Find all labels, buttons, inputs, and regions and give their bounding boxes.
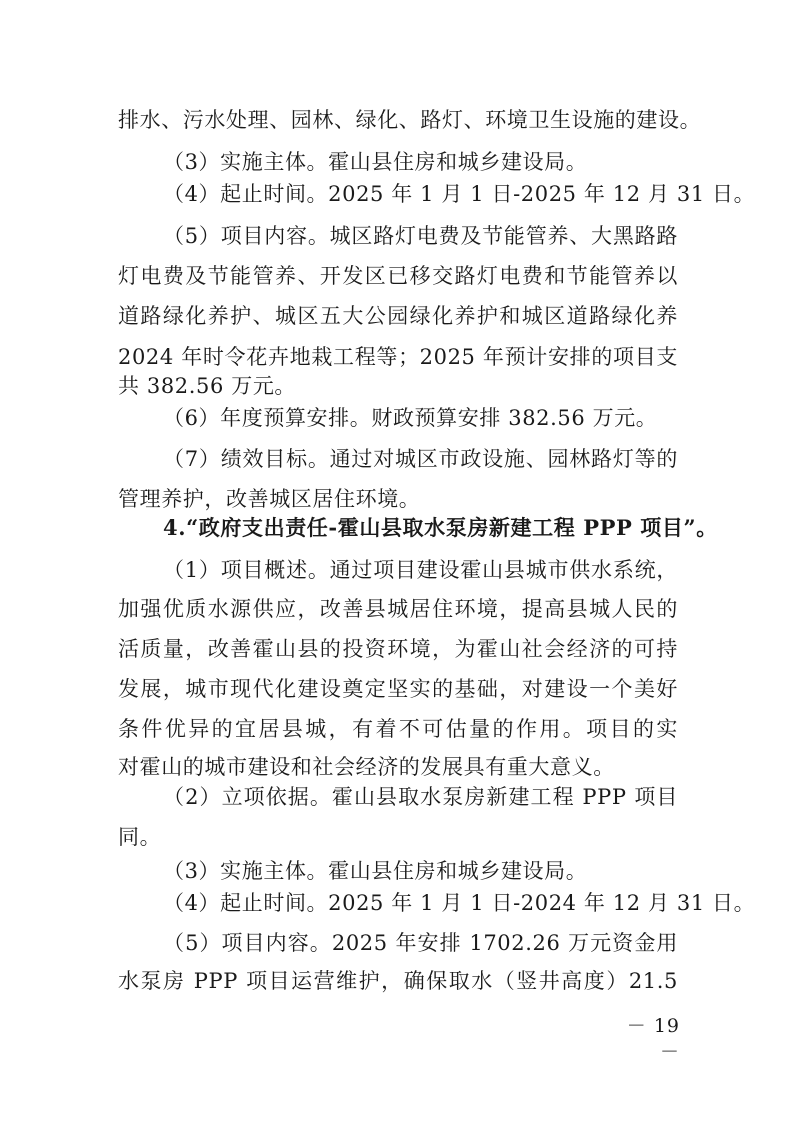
text-line-15: 活质量，改善霍山县的投资环境，为霍山社会经济的可持 <box>118 637 678 661</box>
text-line-21: （3）实施主体。霍山县住房和城乡建设局。 <box>163 859 588 883</box>
text-line-8: 共 382.56 万元。 <box>118 374 297 398</box>
text-line-9: （6）年度预算安排。财政预算安排 382.56 万元。 <box>163 406 658 430</box>
text-line-6: 道路绿化养护、城区五大公园绿化养护和城区道路绿化养 <box>118 304 678 328</box>
text-line-16: 发展，城市现代化建设奠定坚实的基础，对建设一个美好 <box>118 677 678 701</box>
text-line-11: 管理养护，改善城区居住环境。 <box>118 487 421 511</box>
text-line-2: （3）实施主体。霍山县住房和城乡建设局。 <box>163 150 588 174</box>
text-line-7: 2024 年时令花卉地栽工程等；2025 年预计安排的项目支 <box>118 345 678 369</box>
text-line-18: 对霍山的城市建设和社会经济的发展具有重大意义。 <box>118 755 615 779</box>
text-line-1: 排水、污水处理、园林、绿化、路灯、环境卫生设施的建设。 <box>118 108 702 132</box>
text-line-5: 灯电费及节能管养、开发区已移交路灯电费和节能管养以 <box>118 264 678 288</box>
text-line-19: （2）立项依据。霍山县取水泵房新建工程 PPP 项目 <box>163 785 678 809</box>
text-line-4: （5）项目内容。城区路灯电费及节能管养、大黑路路 <box>163 224 678 248</box>
text-line-23: （5）项目内容。2025 年安排 1702.26 万元资金用 <box>163 931 678 955</box>
text-line-14: 加强优质水源供应，改善县城居住环境，提高县城人民的 <box>118 597 678 621</box>
text-line-10: （7）绩效目标。通过对城区市政设施、园林路灯等的 <box>163 447 678 471</box>
text-line-20: 同。 <box>118 825 162 849</box>
section-heading: 4.“政府支出责任-霍山县取水泵房新建工程 PPP 项目”。 <box>163 515 718 540</box>
text-line-17: 条件优异的宜居县城，有着不可估量的作用。项目的实 <box>118 717 678 741</box>
text-line-24: 水泵房 PPP 项目运营维护，确保取水（竖井高度）21.5 <box>118 969 678 993</box>
page-number: － 19 － <box>626 1015 680 1063</box>
text-line-13: （1）项目概述。通过项目建设霍山县城市供水系统， <box>163 558 678 582</box>
text-line-22: （4）起止时间。2025 年 1 月 1 日-2024 年 12 月 31 日。 <box>163 891 756 915</box>
text-line-3: （4）起止时间。2025 年 1 月 1 日-2025 年 12 月 31 日。 <box>163 182 756 206</box>
